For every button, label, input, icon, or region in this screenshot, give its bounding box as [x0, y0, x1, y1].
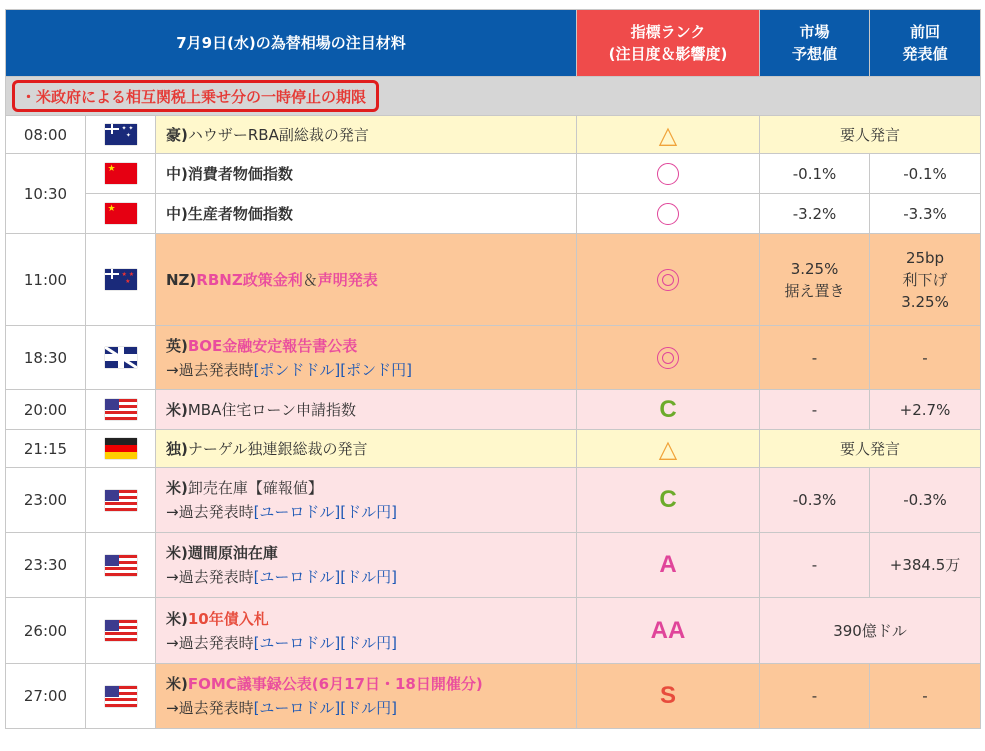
event-time: 21:15: [6, 430, 86, 468]
table-row: [6, 430, 981, 468]
past-link-eurusd[interactable]: [ユーロドル]: [253, 633, 341, 652]
event-time: 26:00: [6, 598, 86, 664]
past-link-eurusd[interactable]: [ユーロドル]: [253, 568, 341, 586]
table-row: [6, 468, 981, 533]
rank-letter: AA: [650, 616, 686, 644]
rank-header: 指標ランク (注目度＆影響度): [577, 10, 760, 77]
uk-flag-icon: [105, 347, 137, 368]
country-code: NZ): [166, 270, 197, 289]
previous-value: -: [870, 664, 981, 729]
past-link-usdjpy[interactable]: [ドル円]: [340, 699, 398, 717]
table-row: [6, 390, 981, 430]
past-link-eurusd[interactable]: [ユーロドル]: [253, 503, 341, 521]
event-name-link[interactable]: 声明発表: [317, 270, 378, 289]
rank-letter: C: [659, 395, 677, 423]
new-zealand-flag-icon: [105, 269, 137, 290]
event-name-link[interactable]: RBNZ政策金利: [196, 270, 303, 289]
previous-value: +384.5万: [870, 533, 981, 598]
forecast-value: -0.1%: [760, 154, 870, 194]
economic-calendar-table: [5, 9, 981, 729]
event-time: 11:00: [6, 234, 86, 326]
country-code: 米): [166, 609, 188, 628]
event-time: 23:00: [6, 468, 86, 533]
forecast-value: -0.3%: [760, 468, 870, 533]
event-name: 生産者物価指数: [187, 204, 293, 223]
past-release-label: →過去発表時: [166, 568, 254, 586]
china-flag-icon: [105, 203, 137, 224]
event-name: MBA住宅ローン申請指数: [187, 400, 357, 419]
event-name-link[interactable]: FOMC議事録公表(6月17日・18日開催分): [187, 675, 483, 693]
header-row: [6, 10, 981, 77]
event-name: 卸売在庫【確報値】: [187, 479, 323, 497]
notice-row: [6, 77, 981, 116]
past-link-gbpusd[interactable]: [ポンドドル]: [253, 360, 341, 379]
china-flag-icon: [105, 163, 137, 184]
country-code: 中): [166, 164, 188, 183]
table-title: 7月9日(水)の為替相場の注目材料: [6, 10, 577, 77]
table-row: [6, 234, 981, 326]
merged-value: 要人発言: [760, 430, 981, 468]
country-code: 米): [166, 400, 188, 419]
ampersand: ＆: [302, 270, 318, 289]
country-code: 米): [166, 479, 188, 497]
past-link-usdjpy[interactable]: [ドル円]: [340, 633, 398, 652]
previous-value: 25bp 利下げ 3.25%: [870, 234, 981, 326]
forecast-header: 市場 予想値: [760, 10, 870, 77]
rank-letter: S: [660, 682, 677, 709]
table-row: [6, 533, 981, 598]
event-time: 20:00: [6, 390, 86, 430]
past-link-usdjpy[interactable]: [ドル円]: [340, 568, 398, 586]
event-name: 消費者物価指数: [187, 164, 293, 183]
event-name-link[interactable]: BOE金融安定報告書公表: [187, 336, 358, 355]
previous-value: +2.7%: [870, 390, 981, 430]
forecast-value: -3.2%: [760, 194, 870, 234]
event-name: ナーゲル独連銀総裁の発言: [187, 439, 368, 458]
table-row: [6, 154, 981, 194]
forecast-value: -: [760, 664, 870, 729]
past-link-gbpjpy[interactable]: [ポンド円]: [340, 360, 413, 379]
rank-letter: C: [659, 486, 677, 513]
past-link-usdjpy[interactable]: [ドル円]: [340, 503, 398, 521]
rank-triangle-icon: △: [658, 120, 678, 149]
past-release-label: →過去発表時: [166, 699, 254, 717]
table-row: [6, 598, 981, 664]
past-release-label: →過去発表時: [166, 360, 254, 379]
country-code: 豪): [166, 125, 188, 144]
forecast-value: 3.25% 据え置き: [760, 234, 870, 326]
past-link-eurusd[interactable]: [ユーロドル]: [253, 699, 341, 717]
us-flag-icon: [105, 490, 137, 511]
country-code: 米): [166, 675, 188, 693]
notice-highlight: ・米政府による相互関税上乗せ分の一時停止の期限: [12, 80, 379, 112]
rank-triangle-icon: △: [658, 434, 678, 463]
table-row: [6, 664, 981, 729]
event-name: ハウザーRBA副総裁の発言: [187, 125, 369, 144]
event-time: 23:30: [6, 533, 86, 598]
forecast-value: -: [760, 533, 870, 598]
table-row: [6, 194, 981, 234]
event-time: 18:30: [6, 326, 86, 390]
country-code: 米): [166, 544, 188, 562]
event-time: 08:00: [6, 116, 86, 154]
table-row: [6, 326, 981, 390]
previous-value: -0.1%: [870, 154, 981, 194]
country-code: 独): [166, 439, 188, 458]
event-time: 27:00: [6, 664, 86, 729]
rank-double-circle-icon: [657, 347, 679, 369]
us-flag-icon: [105, 686, 137, 707]
previous-value: -: [870, 326, 981, 390]
previous-header: 前回 発表値: [870, 10, 981, 77]
country-code: 中): [166, 204, 188, 223]
forecast-value: -: [760, 326, 870, 390]
event-time: 10:30: [6, 154, 86, 234]
country-code: 英): [166, 336, 188, 355]
past-release-label: →過去発表時: [166, 503, 254, 521]
rank-circle-icon: [657, 203, 679, 225]
us-flag-icon: [105, 555, 137, 576]
event-name-link[interactable]: 10年債入札: [187, 609, 269, 628]
table-row: [6, 116, 981, 154]
merged-value: 390億ドル: [760, 598, 981, 664]
rank-double-circle-icon: [657, 269, 679, 291]
event-name: 週間原油在庫: [187, 544, 278, 562]
australia-flag-icon: [105, 124, 137, 145]
rank-circle-icon: [657, 163, 679, 185]
previous-value: -0.3%: [870, 468, 981, 533]
past-release-label: →過去発表時: [166, 633, 254, 652]
rank-letter: A: [659, 551, 677, 578]
germany-flag-icon: [105, 438, 137, 459]
forecast-value: -: [760, 390, 870, 430]
us-flag-icon: [105, 399, 137, 420]
previous-value: -3.3%: [870, 194, 981, 234]
merged-value: 要人発言: [760, 116, 981, 154]
us-flag-icon: [105, 620, 137, 641]
